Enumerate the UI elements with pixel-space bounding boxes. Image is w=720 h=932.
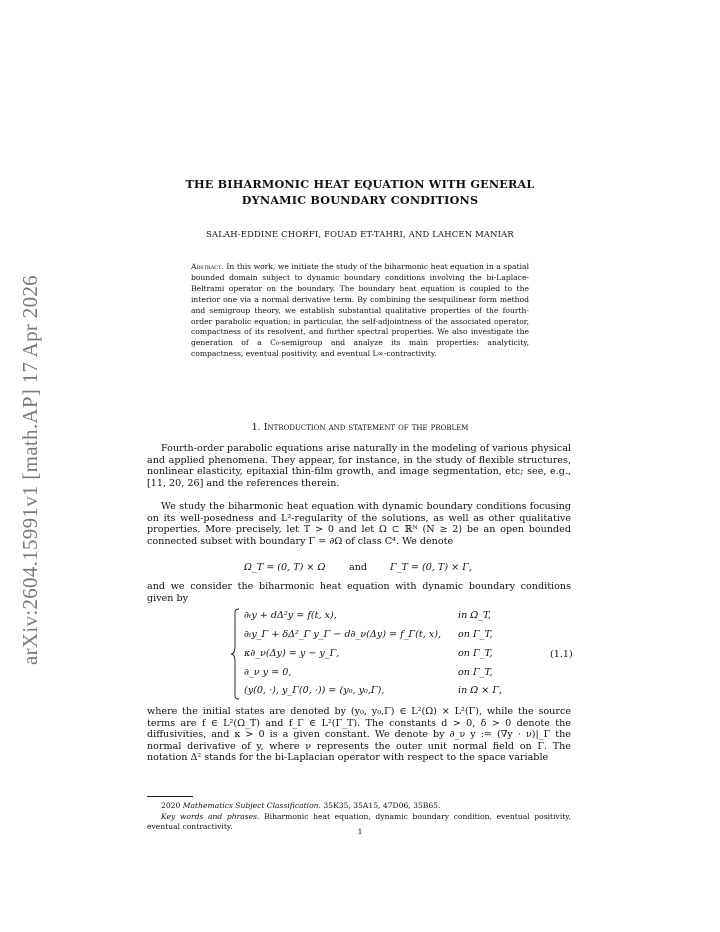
paper-title bbox=[150, 176, 570, 208]
footnote-msc-text: 35K35, 35A15, 47D06, 35B65. bbox=[323, 801, 441, 810]
system-eq-5: (y(0, ·), y_Γ(0, ·)) = (y₀, y₀,Γ), bbox=[244, 685, 385, 696]
equation-system bbox=[230, 608, 574, 702]
paragraph-4: where the initial states are denoted by (y₀, y₀,Γ) ∈ L²(Ω) × L²(Γ), while the source terms are f ∈ L²(Ω_T) and f_Γ ∈ L²(Γ_T). The constants d > 0, δ > 0 denote the diffusivities, and κ > 0 is a given constant. We denote by ∂_ν y := (∇y · ν)|_Γ the normal derivative of y, where ν represents the outer unit normal field on Γ. The notation Δ² stands for the bi-Laplacian operator with respect to the space variable bbox=[147, 706, 571, 764]
footnote-msc-label: Mathematics Subject Classification. bbox=[182, 801, 321, 810]
section-heading-text: 1. Introduction and statement of the problem bbox=[251, 422, 469, 433]
paragraph-2: We study the biharmonic heat equation with dynamic boundary conditions focusing on its well-posedness and L²-regularity of the solutions, as well as other qualitative properties. More precisely, let T > 0 and let Ω ⊂ ℝᴺ (N ≥ 2) be an open bounded connected subset with boundary Γ = ∂Ω of class C⁴. We denote bbox=[147, 501, 571, 547]
equation-number: (1.1) bbox=[550, 649, 573, 660]
abstract-label: Abstract. bbox=[191, 262, 224, 271]
footnote-msc-lead: 2020 bbox=[161, 801, 181, 810]
abstract-text: In this work, we initiate the study of the biharmonic heat equation in a spatial bounded domain subject to dynamic boundary conditions involving the bi-Laplace-Beltrami operator on the boundary. The boundary heat equation is coupled to the interior one via a normal derivative term. By combining the sesquilinear form method and semigroup theory, we establish substantial qualitative properties of the fourth-order parabolic equation; in particular, the self-adjointness of the associated operator, compactness of its resolvent, and further spectral properties. We also investigate the generation of a C₀-semigroup and analyze its main properties: analyticity, compactness, eventual positivity, and eventual L∞-contractivity. bbox=[191, 262, 530, 359]
left-brace-icon bbox=[230, 608, 240, 700]
title-line-2: DYNAMIC BOUNDARY CONDITIONS bbox=[241, 193, 479, 207]
system-row-3 bbox=[244, 648, 493, 662]
arxiv-stamp[interactable]: arXiv:2604.15991v1 [math.AP] 17 Apr 2026 bbox=[18, 275, 42, 665]
system-domain-2: on Γ_T, bbox=[458, 629, 493, 640]
abstract bbox=[191, 262, 529, 360]
footnote-keywords-text: Biharmonic heat equation, dynamic boundary condition, eventual positivity, eventual contractivity. bbox=[147, 812, 571, 831]
paragraph-3: and we consider the biharmonic heat equation with dynamic boundary conditions given by bbox=[147, 581, 571, 604]
system-row-1 bbox=[244, 610, 492, 624]
system-domain-3: on Γ_T, bbox=[458, 648, 493, 659]
system-eq-4: ∂_ν y = 0, bbox=[244, 667, 292, 678]
system-row-4 bbox=[244, 667, 493, 681]
footnote-msc bbox=[147, 801, 571, 811]
system-eq-1: ∂ₜy + dΔ²y = f(t, x), bbox=[244, 610, 337, 621]
system-domain-5: in Ω × Γ, bbox=[458, 685, 503, 696]
domain-eq-left: Ω_T = (0, T) × Ω bbox=[244, 562, 326, 573]
domain-eq-and: and bbox=[349, 562, 368, 573]
paragraph-1: Fourth-order parabolic equations arise naturally in the modeling of various physical and applied phenomena. They appear, for instance, in the study of flexible structures, nonlinear elasticity, epitaxial thin-film growth, and image segmentation, etc; see, e.g., [11, 20, 26] and the references therein. bbox=[147, 443, 571, 489]
system-row-5 bbox=[244, 685, 503, 699]
section-heading bbox=[150, 422, 570, 433]
system-eq-3: κ∂_ν(Δy) = y − y_Γ, bbox=[244, 648, 340, 659]
footnote-rule bbox=[147, 796, 193, 797]
system-domain-1: in Ω_T, bbox=[458, 610, 492, 621]
domain-eq-right: Γ_T = (0, T) × Γ, bbox=[390, 562, 472, 573]
authors: SALAH-EDDINE CHORFI, FOUAD ET-TAHRI, AND LAHCEN MANIAR bbox=[206, 229, 514, 239]
page-number: 1 bbox=[357, 827, 363, 836]
system-row-2 bbox=[244, 629, 493, 643]
title-line-1: THE BIHARMONIC HEAT EQUATION WITH GENERAL bbox=[185, 177, 535, 191]
footnote-keywords-label: Key words and phrases. bbox=[161, 812, 260, 821]
system-domain-4: on Γ_T, bbox=[458, 667, 493, 678]
system-eq-2: ∂ₜy_Γ + δΔ²_Γ y_Γ − d∂_ν(Δy) = f_Γ(t, x), bbox=[244, 629, 442, 640]
